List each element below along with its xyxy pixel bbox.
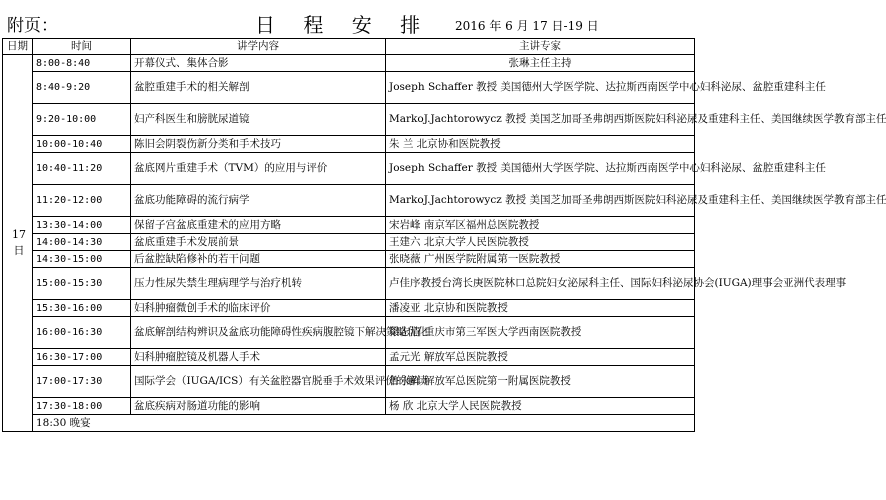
time-cell: 10:00-10:40: [33, 136, 131, 153]
speaker-cell: Joseph Schaffer 教授 美国德州大学医学院、达拉斯西南医学中心妇科泌尿、盆腔重建科主任: [386, 153, 695, 185]
speaker-cell: MarkoJ.Jachtorowycz 教授 美国芝加哥圣弗朗西斯医院妇科泌尿及重建科主任、美国继续医学教育部主任: [386, 185, 695, 217]
speaker-cell: 潘凌亚 北京协和医院教授: [386, 300, 695, 317]
time-cell: 15:00-15:30: [33, 268, 131, 300]
appendix-label: 附页：: [7, 16, 58, 36]
content-cell: 保留子宫盆底重建术的应用方略: [131, 217, 386, 234]
table-row: [3, 55, 695, 72]
table-row: [3, 72, 695, 104]
time-cell: 17:30-18:00: [33, 398, 131, 415]
content-cell: 盆底功能障碍的流行病学: [131, 185, 386, 217]
time-cell: 16:00-16:30: [33, 317, 131, 349]
speaker-cell: 张琳主任主持: [386, 55, 695, 72]
time-cell: 9:20-10:00: [33, 104, 131, 136]
speaker-cell: 梁志清 重庆市第三军医大学西南医院教授: [386, 317, 695, 349]
content-cell: 盆底疾病对肠道功能的影响: [131, 398, 386, 415]
table-row: [3, 153, 695, 185]
evening-row: [3, 415, 695, 432]
time-cell: 14:00-14:30: [33, 234, 131, 251]
speaker-cell: 鲁永鲜 解放军总医院第一附属医院教授: [386, 366, 695, 398]
table-row: [3, 366, 695, 398]
content-cell: 妇产科医生和膀胱尿道镜: [131, 104, 386, 136]
content-cell: 妇科肿瘤微创手术的临床评价: [131, 300, 386, 317]
table-row: [3, 104, 695, 136]
speaker-cell: 杨 欣 北京大学人民医院教授: [386, 398, 695, 415]
day-cell: 17 日: [3, 55, 33, 432]
time-cell: 11:20-12:00: [33, 185, 131, 217]
table-row: [3, 234, 695, 251]
header-speaker: 主讲专家: [386, 39, 695, 55]
speaker-cell: 张晓薇 广州医学院附属第一医院教授: [386, 251, 695, 268]
table-row: [3, 268, 695, 300]
time-cell: 13:30-14:00: [33, 217, 131, 234]
time-cell: 10:40-11:20: [33, 153, 131, 185]
header-day: 日期: [3, 39, 33, 55]
content-cell: 陈旧会阴裂伤新分类和手术技巧: [131, 136, 386, 153]
content-cell: 盆腔重建手术的相关解剖: [131, 72, 386, 104]
content-cell: 盆底重建手术发展前景: [131, 234, 386, 251]
content-cell: 国际学会（IUGA/ICS）有关盆腔器官脱垂手术效果评价的解读: [131, 366, 386, 398]
table-row: [3, 185, 695, 217]
table-row: [3, 398, 695, 415]
page-header: [0, 0, 700, 38]
table-header-row: [3, 39, 695, 55]
content-cell: 压力性尿失禁生理病理学与治疗机转: [131, 268, 386, 300]
speaker-cell: MarkoJ.Jachtorowycz 教授 美国芝加哥圣弗朗西斯医院妇科泌尿及重建科主任、美国继续医学教育部主任: [386, 104, 695, 136]
speaker-cell: 卢佳序教授台湾长庚医院林口总院妇女泌尿科主任、国际妇科泌尿协会(IUGA)理事会亚洲代表理事: [386, 268, 695, 300]
content-cell: 开幕仪式、集体合影: [131, 55, 386, 72]
table-row: [3, 136, 695, 153]
header-time: 时间: [33, 39, 131, 55]
evening-cell: 18:30 晚宴: [33, 415, 695, 432]
time-cell: 8:40-9:20: [33, 72, 131, 104]
table-row: [3, 251, 695, 268]
time-cell: 15:30-16:00: [33, 300, 131, 317]
time-cell: 17:00-17:30: [33, 366, 131, 398]
speaker-cell: Joseph Schaffer 教授 美国德州大学医学院、达拉斯西南医学中心妇科泌尿、盆腔重建科主任: [386, 72, 695, 104]
page-title: 日 程 安 排: [255, 13, 432, 37]
table-row: [3, 317, 695, 349]
speaker-cell: 孟元光 解放军总医院教授: [386, 349, 695, 366]
content-cell: 盆底网片重建手术（TVM）的应用与评价: [131, 153, 386, 185]
content-cell: 妇科肿瘤腔镜及机器人手术: [131, 349, 386, 366]
schedule-table: [2, 38, 886, 432]
speaker-cell: 宋岩峰 南京军区福州总医院教授: [386, 217, 695, 234]
schedule-body: [3, 55, 886, 432]
header-content: 讲学内容: [131, 39, 386, 55]
time-cell: 8:00-8:40: [33, 55, 131, 72]
table-row: [3, 300, 695, 317]
date-range: 2016 年 6 月 17 日-19 日: [455, 19, 599, 33]
time-cell: 16:30-17:00: [33, 349, 131, 366]
table-row: [3, 349, 695, 366]
table-row: [3, 217, 695, 234]
speaker-cell: 朱 兰 北京协和医院教授: [386, 136, 695, 153]
speaker-cell: 王建六 北京大学人民医院教授: [386, 234, 695, 251]
content-cell: 后盆腔缺陷修补的若干问题: [131, 251, 386, 268]
content-cell: 盆底解剖结构辨识及盆底功能障碍性疾病腹腔镜下解决策略优化: [131, 317, 386, 349]
time-cell: 14:30-15:00: [33, 251, 131, 268]
